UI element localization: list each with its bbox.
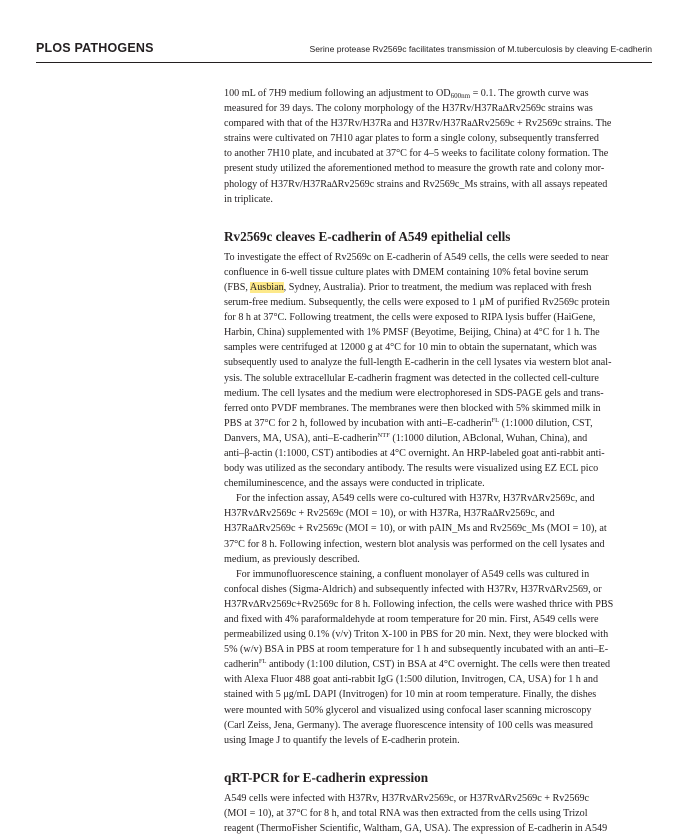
text-line: confluence in 6-well tissue culture plates with DMEM containing 10% fetal bovine serum — [224, 266, 589, 278]
text-line: body was utilized as the secondary antibody. The results were visualized using EZ ECL pico — [224, 463, 599, 475]
paragraph-infection-assay — [224, 491, 654, 566]
text-line: A549 cells were infected with H37Rv, H37Rv∆Rv2569c, or H37Rv∆Rv2569c + Rv2569c — [224, 792, 590, 804]
text-line: PBS at 37°C for 2 h, followed by incubation with anti–E-cadherin$^{FL}$ (1:1000 dilution, CST, — [224, 416, 593, 429]
text-line: confocal dishes (Sigma-Aldrich) and subsequently infected with H37Rv, H37Rv∆Rv2569, or — [224, 583, 602, 595]
text-line: H37Rv∆Rv2569c + Rv2569c (MOI = 10), or with H37Ra, H37Ra∆Rv2569c, and — [224, 508, 555, 520]
text-line: Danvers, MA, USA), anti–E-cadherin$^{NTF}$ (1:1000 dilution, ABclonal, Wuhan, China), and — [224, 431, 588, 444]
text-line: using Image J to quantify the levels of E-cadherin protein. — [224, 734, 460, 746]
paragraph-qrt-pcr — [224, 791, 654, 836]
highlighted-text: Ausbian — [249, 281, 284, 293]
text-line: (FBS, Ausbian, Sydney, Australia). Prior to treatment, the medium was replaced with fresh — [224, 281, 592, 293]
text-line: medium. The cell lysates and the medium were electrophoresed in SDS-PAGE gels and trans- — [224, 387, 604, 399]
text-line: For the infection assay, A549 cells were co-cultured with H37Rv, H37Rv∆Rv2569c, and — [236, 493, 595, 505]
running-title: Serine protease Rv2569c facilitates transmission of M.tuberculosis by cleaving E-cadherin — [309, 44, 652, 54]
text-line: medium, as previously described. — [224, 553, 360, 565]
subscript: 600nm — [450, 92, 471, 100]
text-line: 37°C for 8 h. Following infection, western blot analysis was performed on the cell lysates and — [224, 538, 605, 550]
text-line: 5% (w/v) BSA in PBS at room temperature for 1 h and subsequently incubated with an anti–E- — [224, 644, 609, 656]
text-line: permeabilized using 0.1% (v/v) Triton X-100 in PBS for 20 min. Next, they were blocked with — [224, 629, 609, 641]
text-line: with Alexa Fluor 488 goat anti-rabbit IgG (1:500 dilution, Invitrogen, CA, USA) for 1 h and — [224, 674, 599, 686]
text-line: chemiluminescence, and the assays were conducted in triplicate. — [224, 478, 485, 490]
text-line: (MOI = 10), at 37°C for 8 h, and total RNA was then extracted from the cells using Trizol — [224, 807, 588, 819]
text-line: and fixed with 4% paraformaldehyde at room temperature for 20 min. First, A549 cells were — [224, 614, 599, 625]
header-divider — [36, 62, 652, 63]
text-line: Harbin, China) supplemented with 1% PMSF (Beyotime, Beijing, China) at 4°C for 1 h. The — [224, 327, 600, 339]
text-line: were mounted with 50% glycerol and visualized using confocal laser scanning microscopy — [224, 704, 592, 716]
text-line: compared with that of the H37Rv/H37Ra and H37Rv/H37Ra∆Rv2569c + Rv2569c strains. The — [224, 118, 612, 130]
paragraph-growth-curve — [224, 86, 654, 207]
section-heading: Rv2569c cleaves E-cadherin of A549 epithelial cells — [224, 228, 511, 244]
superscript: FL — [258, 658, 267, 666]
text-line: (Carl Zeiss, Jena, Germany). The average fluorescence intensity of 100 cells was measured — [224, 719, 593, 731]
text-line: present study utilized the aforementioned method to measure the growth rate and colony mor- — [224, 163, 605, 175]
text-line: anti–β-actin (1:1000, CST) antibodies at 4°C overnight. An HRP-labeled goat anti-rabbit anti- — [224, 447, 605, 459]
text-line: phology of H37Rv/H37Ra∆Rv2569c strains and Rv2569c_Ms strains, with all assays repeated — [224, 178, 608, 190]
text-line: for 8 h at 37°C. Following treatment, the cells were exposed to RIPA lysis buffer (HaiGene, — [224, 312, 596, 324]
text-line: ysis. The soluble extracellular E-cadherin fragment was detected in the collected cell-culture — [224, 372, 599, 384]
text-line: stained with 5 μg/mL DAPI (Invitrogen) for 10 min at room temperature. Finally, the dishes — [224, 689, 597, 701]
text-line: subsequently used to analyze the full-length E-cadherin in the cell lysates via western blot anal- — [224, 357, 612, 369]
section-heading: qRT-PCR for E-cadherin expression — [224, 769, 429, 785]
text-line: cadherin$^{FL}$ antibody (1:100 dilution, CST) in BSA at 4°C overnight. The cells were then treated — [224, 658, 611, 671]
text-line: For immunofluorescence staining, a confluent monolayer of A549 cells was cultured in — [236, 568, 590, 580]
text-line: H37Rv∆Rv2569c+Rv2569c for 8 h. Following infection, the cells were washed thrice with PBS — [224, 598, 614, 610]
text-line: serum-free medium. Subsequently, the cells were exposed to 1 μM of purified Rv2569c protein — [224, 297, 610, 309]
text-line: measured for 39 days. The colony morphology of the H37Rv/H37Ra∆Rv2569c strains was — [224, 103, 593, 115]
text-line: ferred onto PVDF membranes. The membranes were then blocked with 5% skimmed milk in — [224, 402, 601, 414]
superscript: NTF — [377, 431, 390, 439]
text-line: strains were cultivated on 7H10 agar plates to form a single colony, subsequently transferred — [224, 133, 599, 145]
text-line: to another 7H10 plate, and incubated at 37°C for 4–5 weeks to facilitate colony formation. The — [224, 148, 609, 160]
text-line: reagent (ThermoFisher Scientific, Waltham, GA, USA). The expression of E-cadherin in A549 — [224, 823, 608, 835]
paragraph-ecadherin-cleavage — [224, 250, 654, 492]
text-line: H37Ra∆Rv2569c + Rv2569c (MOI = 10), or with pAIN_Ms and Rv2569c_Ms (MOI = 10), at — [224, 523, 607, 535]
journal-name: PLOS PATHOGENS — [36, 41, 154, 55]
text-line: 100 mL of 7H9 medium following an adjustment to $OD_{600nm} = 0.1$. The growth curve was — [224, 88, 589, 100]
superscript: FL — [491, 416, 500, 424]
paragraph-immunofluorescence — [224, 567, 654, 748]
article-body — [224, 86, 654, 836]
text-line: in triplicate. — [224, 193, 273, 205]
text-line: To investigate the effect of Rv2569c on E-cadherin of A549 cells, the cells were seeded to near — [224, 251, 609, 263]
text-line: samples were centrifuged at 12000 g at 4°C for 10 min to obtain the supernatant, which was — [224, 342, 597, 354]
